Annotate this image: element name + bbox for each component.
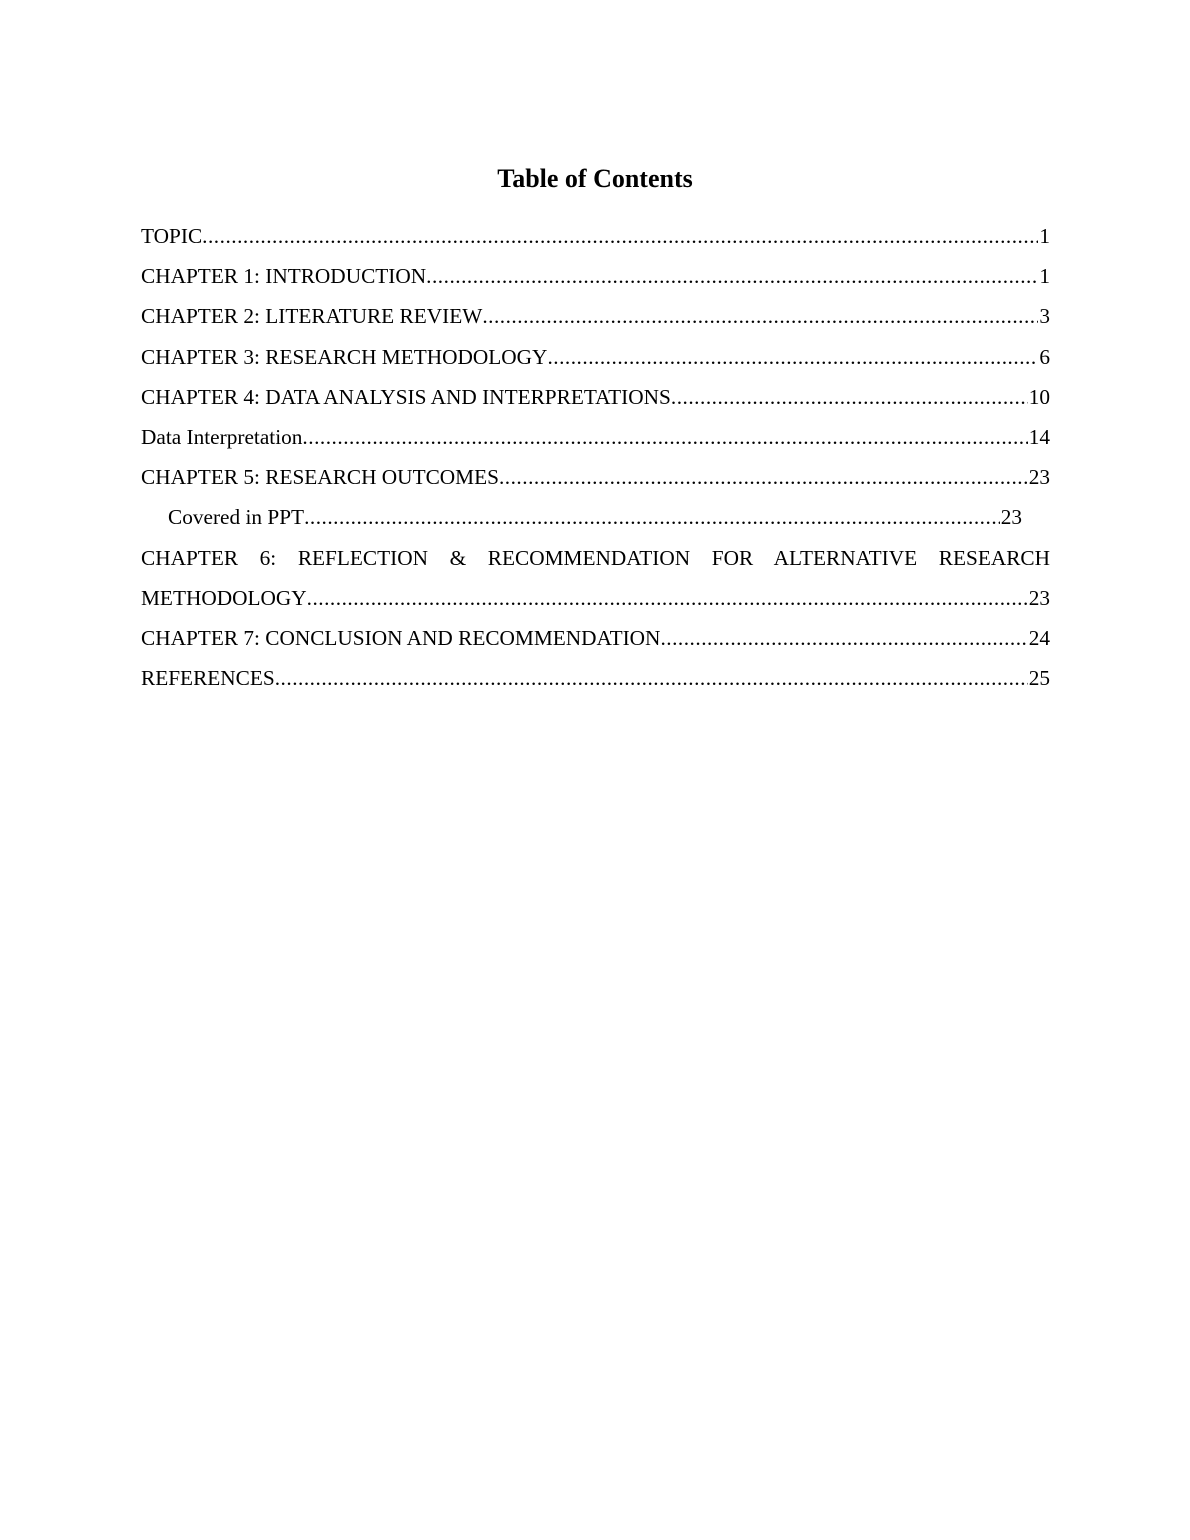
toc-title: Table of Contents (497, 164, 693, 193)
toc-entry-data-interpretation[interactable] (141, 417, 1050, 457)
toc-leader-dots (426, 256, 1038, 296)
toc-entry-page: 24 (1028, 625, 1050, 650)
toc-leader-dots (307, 578, 1028, 618)
toc-entry-chapter-3[interactable] (141, 337, 1050, 377)
toc-entry-chapter-7[interactable] (141, 618, 1050, 658)
toc-entry-chapter-1[interactable] (141, 256, 1050, 296)
toc-entry-label: Covered in PPT (168, 505, 305, 530)
toc-entry-page: 23 (1028, 585, 1050, 610)
toc-leader-dots (499, 457, 1028, 497)
toc-entry-page: 1 (1039, 224, 1050, 248)
toc-leader-dots (671, 377, 1028, 417)
toc-list (141, 216, 1050, 698)
toc-entry-page: 1 (1039, 264, 1050, 289)
toc-entry-label: REFERENCES (141, 666, 275, 691)
toc-entry-page: 3 (1039, 304, 1050, 329)
toc-leader-dots (275, 658, 1028, 698)
toc-entry-label: CHAPTER 4: DATA ANALYSIS AND INTERPRETATIONS (141, 384, 671, 409)
toc-entry-page: 10 (1028, 384, 1050, 409)
toc-entry-label: CHAPTER 1: INTRODUCTION (141, 264, 427, 289)
toc-entry-page: 23 (1000, 505, 1022, 530)
toc-entry-label-line1: CHAPTER 6: REFLECTION & RECOMMENDATION FOR ALTERNATIVE RESEARCH (141, 545, 1050, 570)
toc-entry-label: CHAPTER 2: LITERATURE REVIEW (141, 304, 483, 329)
toc-entry-label: TOPIC (141, 224, 203, 248)
toc-leader-dots (547, 337, 1038, 377)
toc-entry-line2 (141, 578, 1050, 618)
toc-leader-dots (202, 216, 1038, 256)
toc-entry-covered-in-ppt[interactable] (141, 497, 1022, 537)
toc-entry-page: 6 (1039, 344, 1050, 369)
toc-entry-chapter-6[interactable] (141, 538, 1050, 618)
toc-entry-label: CHAPTER 7: CONCLUSION AND RECOMMENDATION (141, 625, 661, 650)
toc-entry-references[interactable] (141, 658, 1050, 698)
toc-entry-page: 25 (1028, 666, 1050, 691)
toc-leader-dots (482, 296, 1038, 336)
toc-entry-chapter-5[interactable] (141, 457, 1050, 497)
toc-leader-dots (302, 417, 1027, 457)
toc-entry-topic[interactable] (141, 216, 1050, 256)
toc-entry-label: CHAPTER 3: RESEARCH METHODOLOGY (141, 344, 548, 369)
toc-entry-label: Data Interpretation (141, 424, 303, 449)
toc-entry-page: 14 (1028, 424, 1050, 449)
toc-leader-dots (304, 497, 1000, 537)
toc-entry-chapter-4[interactable] (141, 377, 1050, 417)
toc-entry-label: METHODOLOGY (141, 585, 307, 610)
toc-entry-label: CHAPTER 5: RESEARCH OUTCOMES (141, 465, 499, 490)
toc-entry-page: 23 (1028, 465, 1050, 490)
toc-leader-dots (660, 618, 1027, 658)
toc-entry-chapter-2[interactable] (141, 296, 1050, 336)
